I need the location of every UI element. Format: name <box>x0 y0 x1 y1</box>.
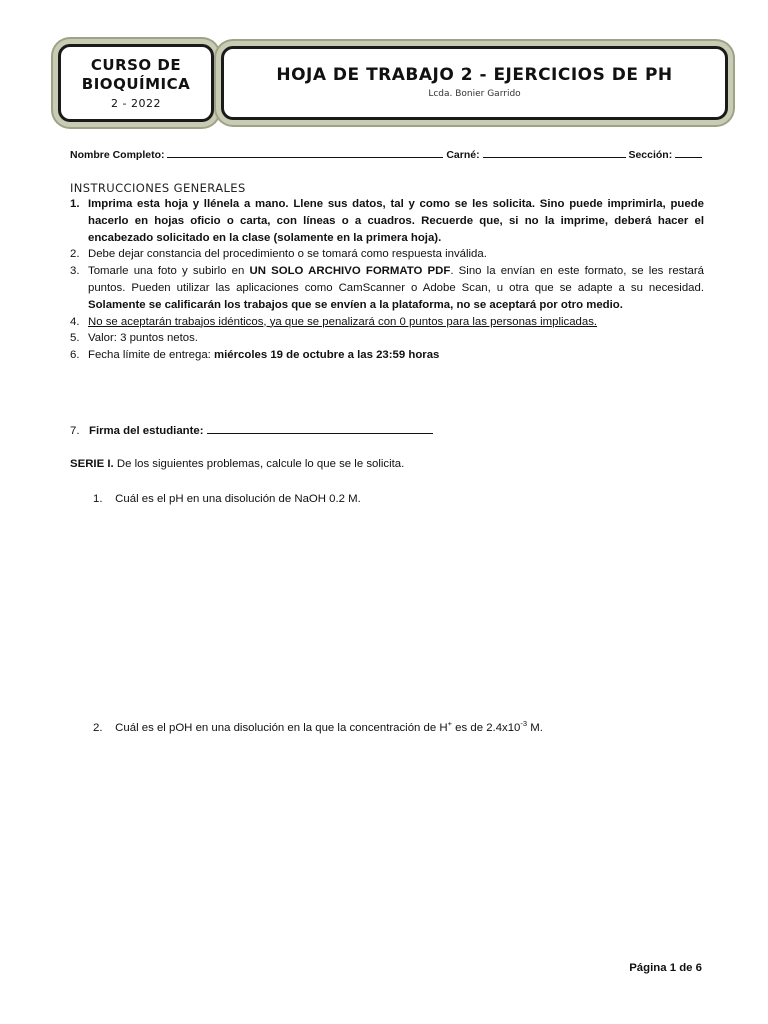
signature-label: Firma del estudiante: <box>89 425 204 437</box>
instruction-item: 3. Tomarle una foto y subirlo en UN SOLO ARCHIVO FORMATO PDF. Sino la envían en este formato, se les restará puntos. Pueden utilizar las aplicaciones como CamScanner o Adobe Scan, u otra que se adapte a su necesidad. Solamente se calificarán los trabajos que se envíen a la plataforma, no se aceptará por otro medio. <box>70 265 704 311</box>
carne-label: Carné: <box>446 149 480 161</box>
student-info-row <box>70 147 704 161</box>
series-label: SERIE I. <box>70 458 114 470</box>
instruction-item: 1. Imprima esta hoja y llénela a mano. Llene sus datos, tal y como se les solicita. Sino puede imprimirla, puede hacerlo en hojas oficio o carta, con líneas o a cuadros. Recuerde que, si no la imprime, deberá hacer el encabezado solicitado en la clase (solamente en la primera hoja). <box>70 198 704 244</box>
signature-number: 7. <box>70 425 80 437</box>
instruction-item: 2. Debe dejar constancia del procedimiento o se tomará como respuesta inválida. <box>70 248 487 261</box>
instructions-list <box>70 196 704 364</box>
instruction-item: 4. No se aceptarán trabajos idénticos, ya que se penalizará con 0 puntos para las personas implicadas. <box>70 315 598 328</box>
course-header-box <box>58 44 214 122</box>
instructions-heading: INSTRUCCIONES GENERALES <box>70 181 246 195</box>
document-title: HOJA DE TRABAJO 2 - EJERCICIOS DE PH <box>276 65 673 85</box>
page-number: Página 1 de 6 <box>629 962 702 974</box>
signature-blank <box>207 423 433 434</box>
course-name-line1: CURSO DE <box>90 56 182 74</box>
instruction-item: 6. Fecha límite de entrega: miércoles 19 de octubre a las 23:59 horas <box>70 349 440 362</box>
series-text: De los siguientes problemas, calcule lo que se le solicita. <box>113 458 405 470</box>
question-1: 1. Cuál es el pH en una disolución de NaOH 0.2 M. <box>93 493 361 505</box>
course-name-line2: BIOQUÍMICA <box>81 75 191 93</box>
name-label: Nombre Completo: <box>70 149 165 161</box>
series-instruction <box>70 458 404 470</box>
title-header-box <box>221 46 728 120</box>
question-2: 2. Cuál es el pOH en una disolución en la que la concentración de H+ es de $2.4x10^{-3}$ M. <box>93 719 543 734</box>
seccion-blank <box>675 147 702 158</box>
document-author: Lcda. Bonier Garrido <box>428 89 521 99</box>
signature-line <box>70 423 433 437</box>
course-term: 2 - 2022 <box>111 97 161 110</box>
seccion-label: Sección: <box>628 149 673 161</box>
name-blank <box>167 147 443 158</box>
carne-blank <box>483 147 626 158</box>
instruction-item: 5. Valor: 3 puntos netos. <box>70 332 198 345</box>
